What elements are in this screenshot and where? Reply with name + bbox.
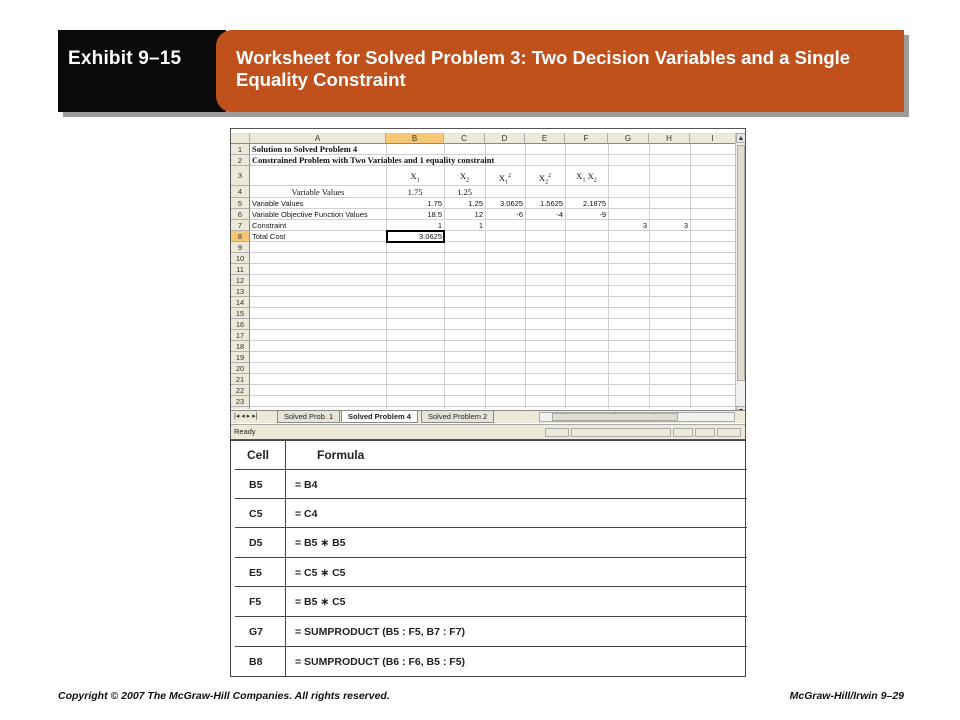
column-divider xyxy=(285,470,286,498)
cell-a7[interactable]: Constraint xyxy=(252,221,287,230)
formula-row xyxy=(235,557,747,586)
cell-d3[interactable] xyxy=(485,168,525,184)
formula-row xyxy=(235,616,747,646)
formula-row-formula: = SUMPRODUCT (B6 : F6, B5 : F5) xyxy=(295,656,466,668)
status-panel xyxy=(717,428,741,437)
cell-d3-sup: 2 xyxy=(508,173,512,179)
status-bar xyxy=(231,424,745,439)
grid-line xyxy=(608,144,609,409)
cell-b3-sub: 1 xyxy=(416,177,420,184)
column-header-h[interactable]: H xyxy=(649,133,690,144)
formula-row-cell: B8 xyxy=(249,656,263,668)
formula-row-formula: = C5 ∗ C5 xyxy=(295,567,346,579)
scroll-up-arrow-icon[interactable]: ▲ xyxy=(737,135,745,142)
column-header-e[interactable]: E xyxy=(525,133,565,144)
cell-grid[interactable] xyxy=(231,144,736,409)
status-panel xyxy=(545,428,569,437)
cell-c3-base: X xyxy=(459,171,467,181)
column-headers xyxy=(231,133,745,144)
row-header[interactable]: 21 xyxy=(231,374,250,385)
formula-row-formula: = B4 xyxy=(295,479,318,491)
grid-line xyxy=(250,351,736,352)
row-header[interactable]: 12 xyxy=(231,275,250,286)
column-header-b[interactable]: B xyxy=(386,133,444,144)
cell-c4[interactable]: 1.25 xyxy=(457,187,472,197)
exhibit-label: Exhibit 9–15 xyxy=(68,48,182,69)
tab-solved-prob-1[interactable]: Solved Prob. 1 xyxy=(277,411,340,423)
vertical-scroll-thumb[interactable] xyxy=(737,145,745,381)
cell-e3-base: X xyxy=(538,172,546,183)
cell-c7[interactable]: 1 xyxy=(478,221,483,230)
column-divider xyxy=(285,558,286,586)
formula-row-cell: E5 xyxy=(249,567,262,579)
cell-f3-base-a: X xyxy=(576,171,583,181)
column-header-g[interactable]: G xyxy=(608,133,649,144)
cell-e3[interactable] xyxy=(525,168,565,184)
formula-row-cell: B5 xyxy=(249,479,263,491)
row-header[interactable]: 14 xyxy=(231,297,250,308)
column-divider xyxy=(285,499,286,527)
formula-row xyxy=(235,646,747,676)
cell-a5[interactable]: Variable Values xyxy=(252,199,304,208)
grid-line xyxy=(250,340,736,341)
active-cell-cursor xyxy=(386,230,445,243)
row-header[interactable]: 9 xyxy=(231,242,250,253)
row-header[interactable]: 23 xyxy=(231,396,250,407)
grid-line xyxy=(250,296,736,297)
row-header[interactable]: 6 xyxy=(231,209,250,220)
column-divider xyxy=(285,647,286,676)
cell-a8[interactable]: Total Cost xyxy=(252,232,286,241)
horizontal-scroll-thumb[interactable] xyxy=(552,413,678,421)
status-text: Ready xyxy=(234,427,256,436)
cell-b8[interactable]: 3.0625 xyxy=(419,232,442,241)
row-header[interactable]: 18 xyxy=(231,341,250,352)
grid-line xyxy=(250,263,736,264)
formula-row xyxy=(235,586,747,616)
cell-c3-sub: 2 xyxy=(466,177,470,184)
cell-b5[interactable]: 1.75 xyxy=(427,199,442,208)
grid-line xyxy=(250,285,736,286)
formula-row-formula: = B5 ∗ B5 xyxy=(295,537,346,549)
cell-g7[interactable]: 3 xyxy=(642,221,647,230)
column-divider xyxy=(285,528,286,557)
formula-table-header xyxy=(235,441,747,469)
column-header-d[interactable]: D xyxy=(485,133,525,144)
grid-line xyxy=(250,274,736,275)
status-panel xyxy=(695,428,715,437)
title-banner xyxy=(58,30,904,112)
row-header[interactable]: 15 xyxy=(231,308,250,319)
formula-row xyxy=(235,527,747,557)
cell-e3-sub: 2 xyxy=(545,179,549,184)
row-header[interactable]: 16 xyxy=(231,319,250,330)
row-header[interactable]: 13 xyxy=(231,286,250,297)
select-all-corner[interactable] xyxy=(231,133,250,144)
formula-row-cell: G7 xyxy=(249,626,264,638)
formula-row-formula: = B5 ∗ C5 xyxy=(295,596,346,608)
cell-a6[interactable]: Variable Objective Function Values xyxy=(252,210,368,219)
vertical-scrollbar[interactable] xyxy=(735,133,745,417)
column-header-i[interactable]: I xyxy=(690,133,736,144)
row-header[interactable]: 7 xyxy=(231,220,250,231)
row-header[interactable]: 10 xyxy=(231,253,250,264)
row-header[interactable]: 8 xyxy=(231,231,250,242)
formula-row-formula: = C4 xyxy=(295,508,318,520)
cell-b6[interactable]: 18.5 xyxy=(427,210,442,219)
column-header-formula: Formula xyxy=(317,448,365,462)
page-number: McGraw-Hill/Irwin 9–29 xyxy=(789,690,904,702)
cell-c3[interactable] xyxy=(444,168,485,184)
cell-e5[interactable]: 1.5625 xyxy=(540,199,563,208)
grid-line xyxy=(690,144,691,409)
row-header[interactable]: 19 xyxy=(231,352,250,363)
grid-line xyxy=(250,395,736,396)
row-header[interactable]: 5 xyxy=(231,198,250,209)
grid-line xyxy=(250,318,736,319)
cell-b3[interactable] xyxy=(386,168,444,184)
sheet-tab-bar xyxy=(231,410,745,423)
cell-a2[interactable]: Constrained Problem with Two Variables and 1 equality constraint xyxy=(252,155,495,165)
column-header-a[interactable]: A xyxy=(250,133,386,144)
column-header-f[interactable]: F xyxy=(565,133,608,144)
slide-title: Worksheet for Solved Problem 3: Two Decision Variables and a Single Equality Constraint xyxy=(236,47,851,90)
grid-line xyxy=(250,373,736,374)
formula-row xyxy=(235,469,747,498)
cell-f3-sub-a: 1 xyxy=(582,177,586,184)
row-header[interactable]: 20 xyxy=(231,363,250,374)
formula-row-formula: = SUMPRODUCT (B5 : F5, B7 : F7) xyxy=(295,626,466,638)
column-header-cell: Cell xyxy=(247,448,270,462)
cell-d3-base: X xyxy=(498,172,506,183)
banner-exhibit-block xyxy=(58,30,226,112)
grid-line xyxy=(250,252,736,253)
status-panel xyxy=(571,428,671,437)
grid-line xyxy=(250,307,736,308)
cell-f5[interactable]: 2.1875 xyxy=(583,199,606,208)
grid-line xyxy=(250,384,736,385)
status-panel xyxy=(673,428,693,437)
column-divider xyxy=(285,587,286,616)
cell-e6[interactable]: -4 xyxy=(556,210,563,219)
grid-line xyxy=(250,362,736,363)
cell-h7[interactable]: 3 xyxy=(683,221,688,230)
cell-d6[interactable]: -6 xyxy=(516,210,523,219)
column-divider xyxy=(285,441,286,469)
grid-line xyxy=(649,144,650,409)
cell-f3[interactable] xyxy=(565,168,608,184)
cell-f6[interactable]: -9 xyxy=(599,210,606,219)
spreadsheet-window xyxy=(230,128,746,440)
cell-a1[interactable]: Solution to Solved Problem 4 xyxy=(252,144,358,154)
cell-f3-base-b: X xyxy=(585,171,594,181)
formula-row xyxy=(235,498,747,527)
row-header[interactable]: 2 xyxy=(231,155,250,166)
cell-d3-sub: 1 xyxy=(505,179,509,184)
row-header[interactable]: 22 xyxy=(231,385,250,396)
column-header-c[interactable]: C xyxy=(444,133,485,144)
row-header[interactable]: 17 xyxy=(231,330,250,341)
formula-table xyxy=(230,440,746,677)
horizontal-scrollbar[interactable] xyxy=(539,412,735,422)
cell-a4[interactable]: Variable Values xyxy=(291,187,345,197)
row-header[interactable]: 3 xyxy=(231,166,250,186)
formula-row-cell: D5 xyxy=(249,537,263,549)
cell-e3-sup: 2 xyxy=(548,173,552,179)
grid-line xyxy=(250,406,736,407)
tab-navigation-arrows-icon[interactable]: |◂ ◂ ▸ ▸| xyxy=(234,413,258,420)
row-header[interactable] xyxy=(231,407,250,409)
cell-c6[interactable]: 12 xyxy=(474,210,483,219)
cell-c5[interactable]: 1.25 xyxy=(468,199,483,208)
formula-row-cell: F5 xyxy=(249,596,262,608)
column-divider xyxy=(285,617,286,646)
row-header[interactable]: 1 xyxy=(231,144,250,155)
cell-b3-base: X xyxy=(410,171,417,181)
grid-line xyxy=(250,329,736,330)
cell-f3-sub-b: 2 xyxy=(593,177,597,184)
formula-row-cell: C5 xyxy=(249,508,263,520)
row-header[interactable]: 4 xyxy=(231,186,250,198)
cell-d5[interactable]: 3.0625 xyxy=(500,199,523,208)
tab-solved-problem-2[interactable]: Solved Problem 2 xyxy=(421,411,494,423)
tab-solved-problem-4[interactable]: Solved Problem 4 xyxy=(341,411,418,423)
row-header[interactable]: 11 xyxy=(231,264,250,275)
copyright-notice: Copyright © 2007 The McGraw-Hill Companies. All rights reserved. xyxy=(58,690,390,702)
cell-b7[interactable]: 1 xyxy=(437,221,442,230)
cell-b4[interactable]: 1.75 xyxy=(407,187,423,197)
